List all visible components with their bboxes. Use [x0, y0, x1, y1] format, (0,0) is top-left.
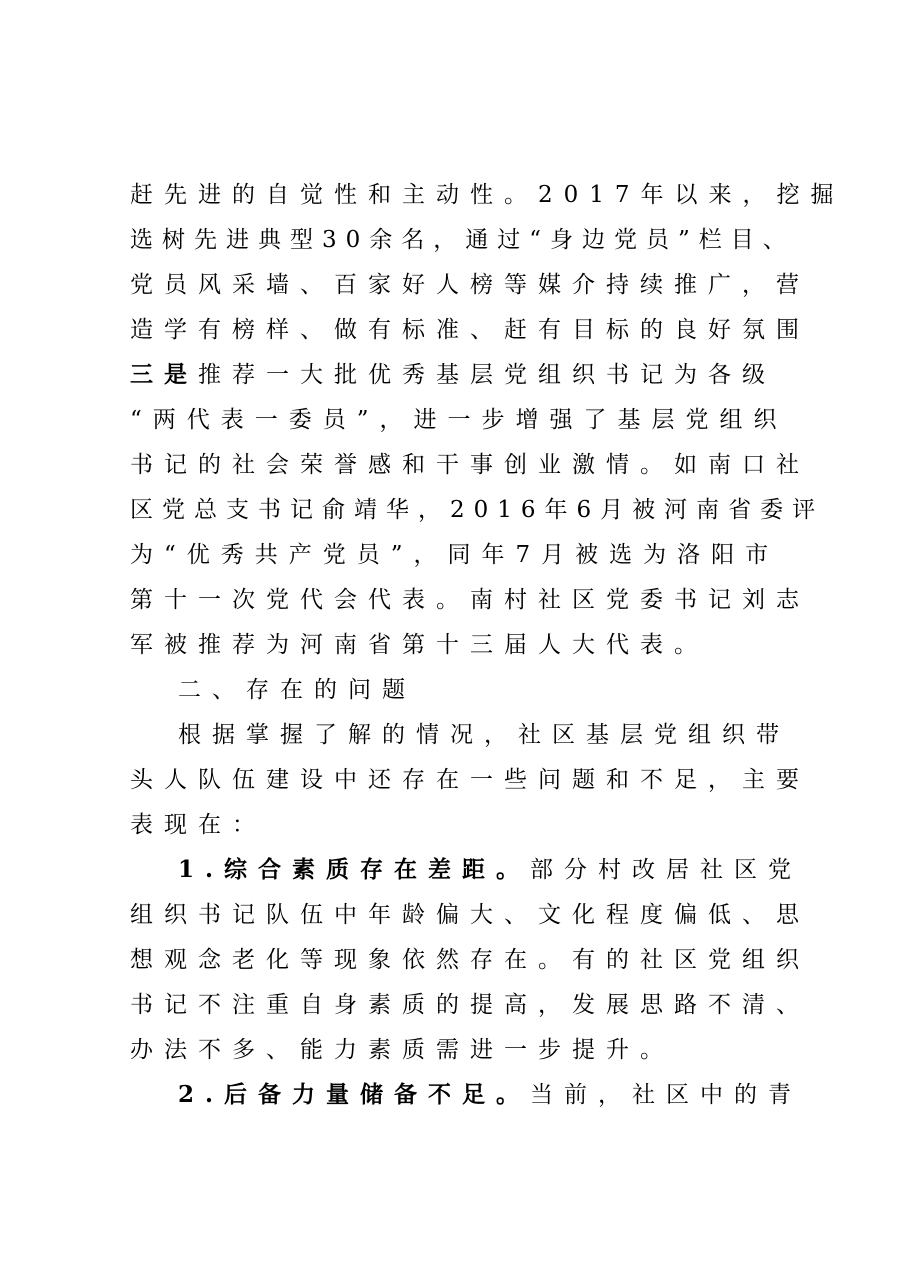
- text-line: 造学有榜样、做有标准、赶有目标的良好氛围: [130, 317, 810, 343]
- text-line: 根据掌握了解的情况，社区基层党组织带: [178, 722, 790, 748]
- text-line: 书记不注重自身素质的提高，发展思路不清、: [130, 992, 810, 1018]
- text-line: 书记的社会荣誉感和干事创业激情。如南口社: [130, 452, 810, 478]
- bold-lead: 1.综合素质存在差距。: [178, 856, 531, 883]
- text-run: 当前，社区中的青: [530, 1082, 803, 1108]
- text-line: 选树先进典型30余名，通过“身边党员”栏目、: [130, 227, 795, 253]
- text-line: [178, 850, 802, 890]
- text-line: 第十一次党代会代表。南村社区党委书记刘志: [130, 587, 810, 613]
- text-line: 为“优秀共产党员”，同年7月被选为洛阳市: [130, 542, 780, 568]
- text-line: 表现在：: [130, 812, 266, 838]
- text-line: 军被推荐为河南省第十三届人大代表。: [130, 632, 708, 658]
- text-line: “两代表一委员”，进一步增强了基层党组织: [130, 407, 788, 433]
- text-line: 想观念老化等现象依然存在。有的社区党组织: [130, 947, 810, 973]
- text-run: 推荐一大批优秀基层党组织书记为各级: [198, 362, 776, 388]
- text-line: 办法不多、能力素质需进一步提升。: [130, 1037, 674, 1063]
- text-line: 头人队伍建设中还存在一些问题和不足，主要: [130, 767, 810, 793]
- text-line: 区党总支书记俞靖华，2016年6月被河南省委评: [130, 497, 825, 523]
- text-line: 组织书记队伍中年龄偏大、文化程度偏低、思: [130, 902, 810, 928]
- bold-lead: 2.后备力量储备不足。: [178, 1081, 531, 1108]
- text-line: [130, 355, 776, 395]
- text-line: 党员风采墙、百家好人榜等媒介持续推广，营: [130, 272, 810, 298]
- text-line: 赶先进的自觉性和主动性。2017年以来，挖掘: [130, 182, 845, 208]
- section-heading: 二、存在的问题: [178, 677, 416, 703]
- text-run: 部分村改居社区党: [530, 857, 803, 883]
- bold-lead: 三是: [130, 361, 198, 388]
- text-line: [178, 1075, 802, 1115]
